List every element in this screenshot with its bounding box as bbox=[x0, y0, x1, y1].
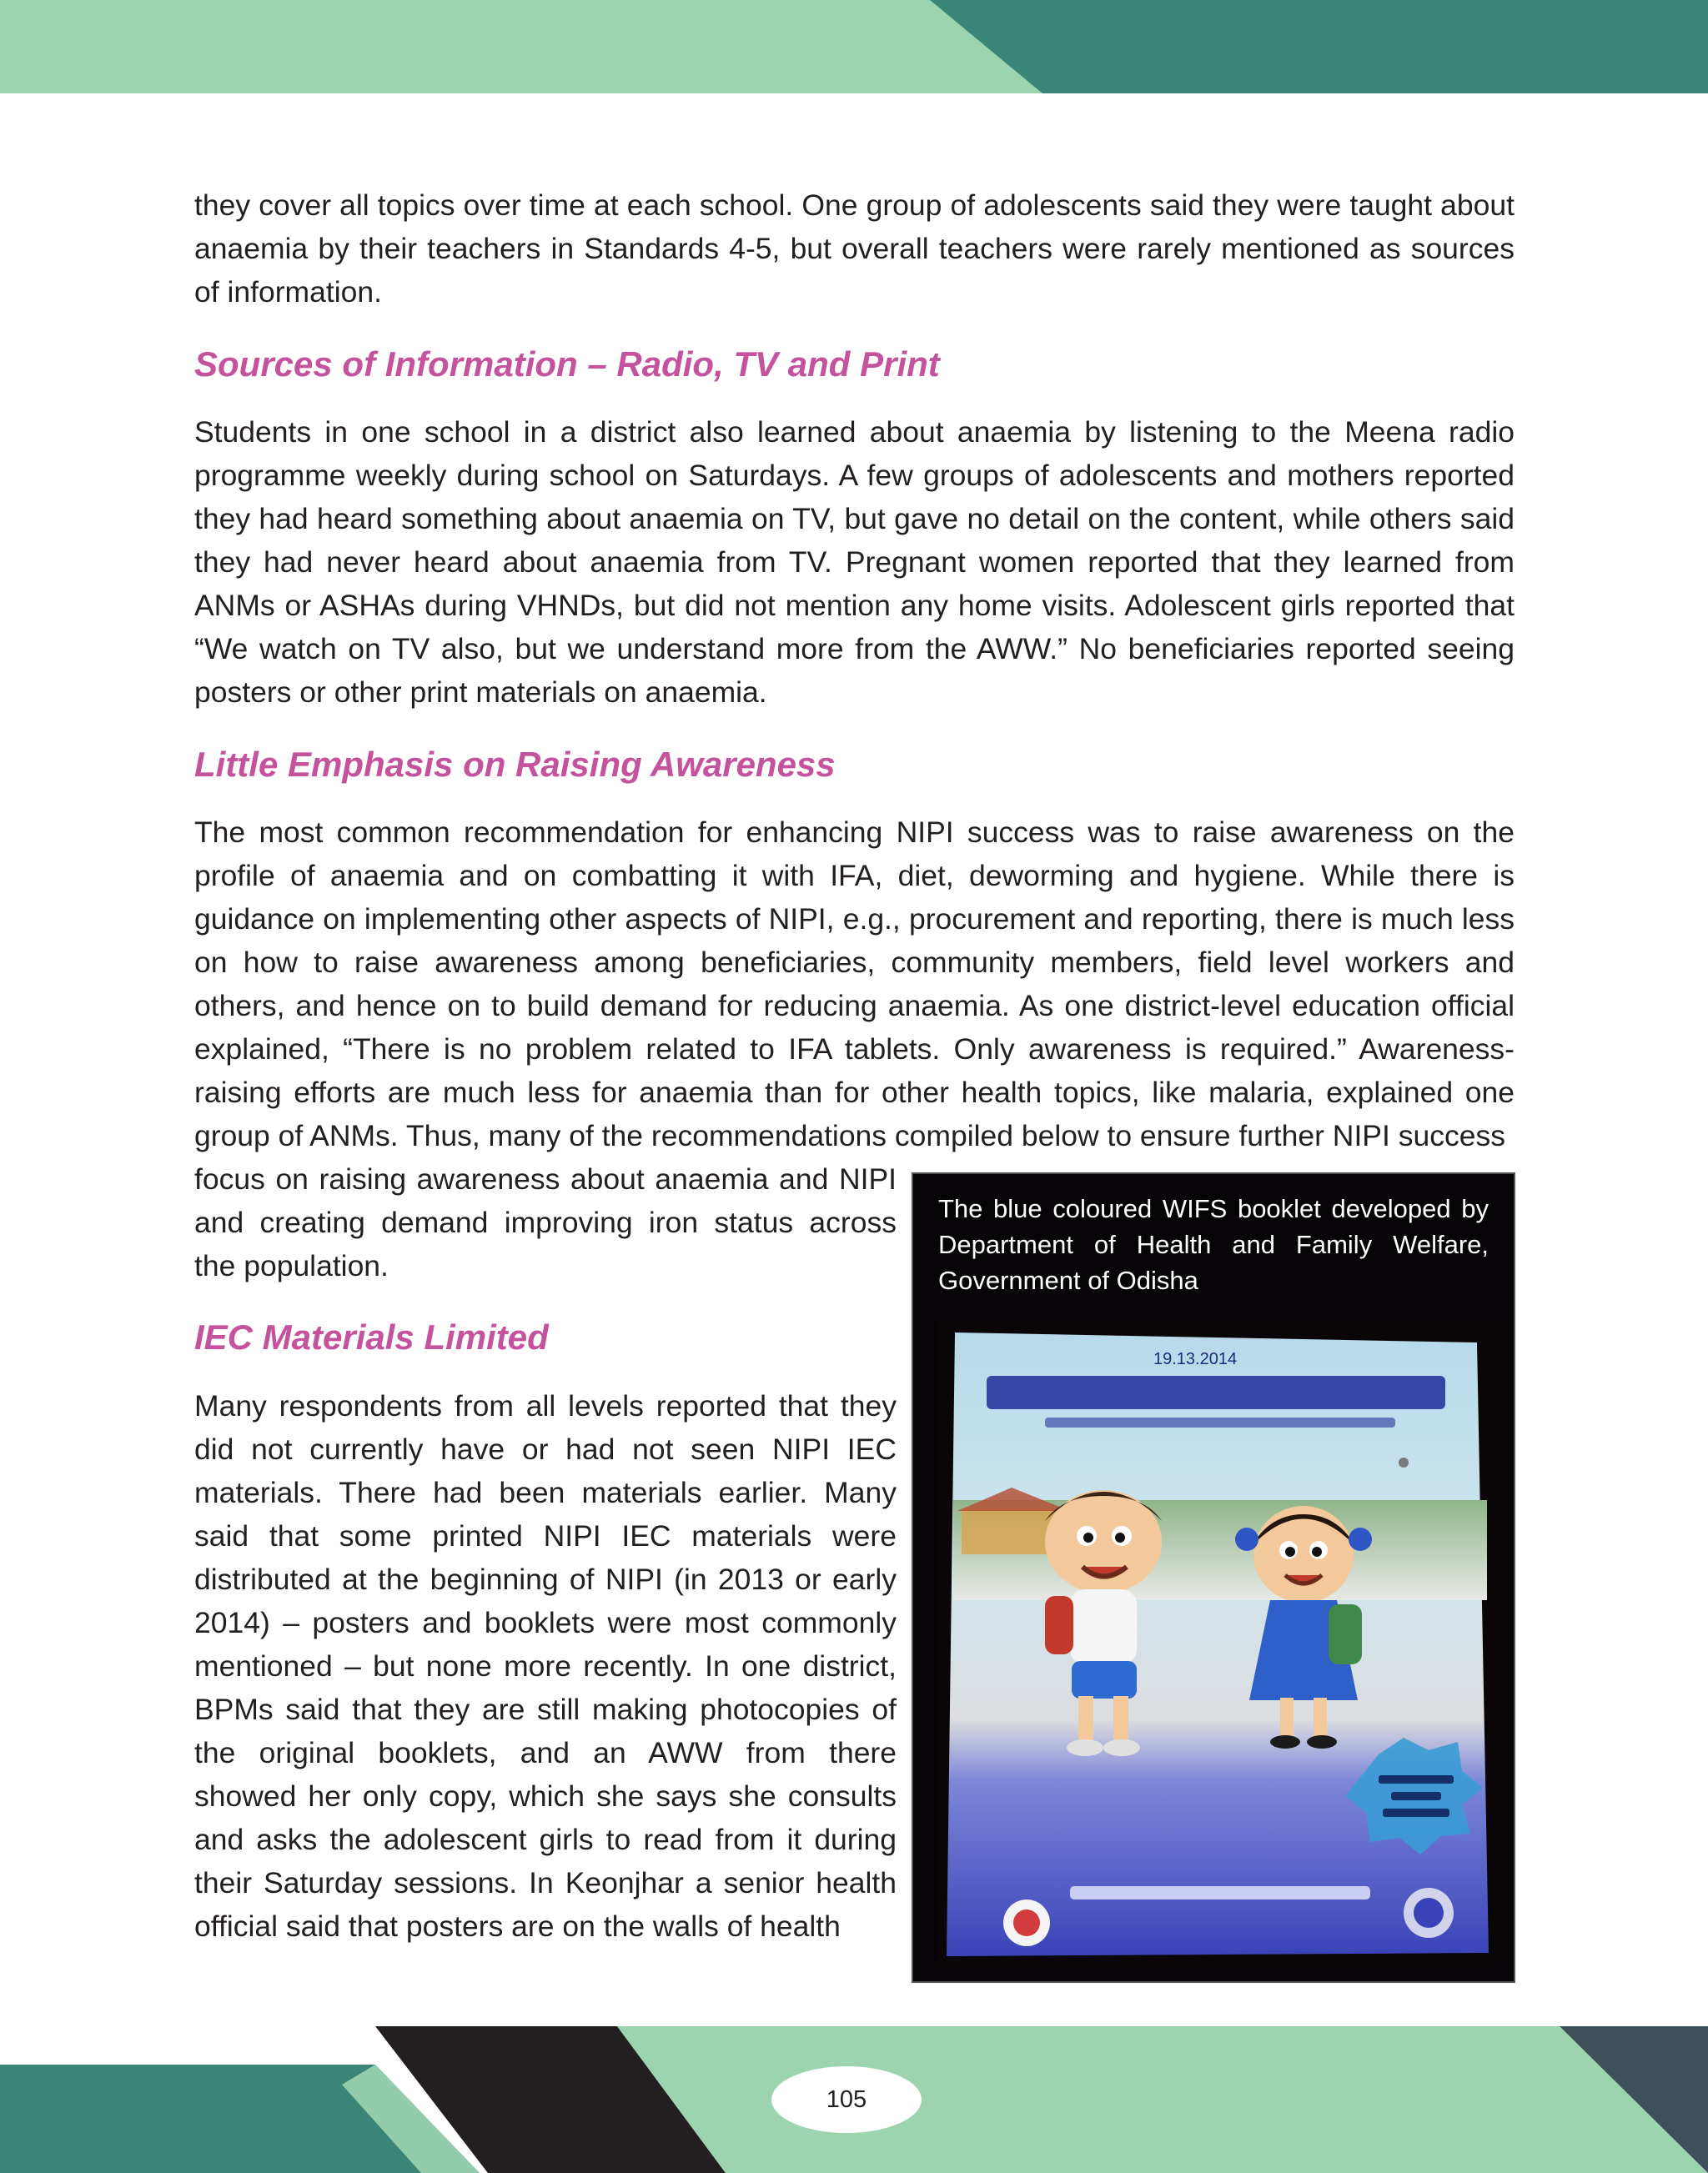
wifs-booklet-photo bbox=[937, 1321, 1495, 1963]
heading-iec-materials: IEC Materials Limited bbox=[194, 1317, 549, 1357]
header-decoration bbox=[0, 0, 1708, 93]
page-number: 105 bbox=[771, 2066, 922, 2133]
heading-sources-of-information: Sources of Information – Radio, TV and Print bbox=[194, 344, 940, 384]
intro-paragraph: they cover all topics over time at each school. One group of adolescents said they were taught about anaemia by their teachers in Standards 4-5, but overall teachers were rarely mentioned as sources of information. bbox=[194, 188, 1515, 309]
iec-paragraph: Many respondents from all levels reported that they did not currently have or had not seen NIPI IEC materials. There had been materials earlier. Many said that some printed NIPI IEC materials were distributed at the beginning of NIPI (in 2013 or early 2014) – posters and booklets were most commonly mentioned – but none more recently. In one district, BPMs said that they are still making photocopies of the original booklets, and an AWW from there showed her only copy, which she says she consults and asks the adolescent girls to read from it during their Saturday sessions. In Keonjhar a senior health official said that posters are on the walls of health bbox=[194, 1389, 897, 1943]
booklet-date: 19.13.2014 bbox=[1153, 1350, 1238, 1368]
radio-tv-paragraph: Students in one school in a district also learned about anaemia by listening to the Meena radio programme weekly during school on Saturdays. A few groups of adolescents and mothers reported they had heard something about anaemia on TV, but gave no detail on the content, while others said they had never heard about anaemia from TV. Pregnant women reported that they learned from ANMs or ASHAs during VHNDs, but did not mention any home visits. Adolescent girls reported that “We watch on TV also, but we understand more from the AWW.” No beneficiaries reported seeing posters or other print materials on anaemia. bbox=[194, 415, 1515, 709]
heading-raising-awareness: Little Emphasis on Raising Awareness bbox=[194, 745, 836, 784]
awareness-paragraph-continued: focus on raising awareness about anaemia and NIPI and creating demand improving iron status across the population. bbox=[194, 1162, 897, 1282]
booklet-figure bbox=[912, 1172, 1515, 1983]
figure-caption: The blue coloured WIFS booklet developed by Department of Health and Family Welfare, Government of Odisha bbox=[938, 1194, 1489, 1295]
awareness-paragraph: The most common recommendation for enhancing NIPI success was to raise awareness on the profile of anaemia and on combatting it with IFA, diet, deworming and hygiene. While there is guidance on implementing other aspects of NIPI, e.g., procurement and reporting, there is much less on how to raise awareness among beneficiaries, community members, field level workers and others, and hence on to build demand for reducing anaemia. As one district-level education official explained, “There is no problem related to IFA tablets. Only awareness is required.” Awareness-raising efforts are much less for anaemia than for other health topics, like malaria, explained one group of ANMs. Thus, many of the recommendations compiled below to ensure further NIPI success bbox=[194, 816, 1515, 1152]
